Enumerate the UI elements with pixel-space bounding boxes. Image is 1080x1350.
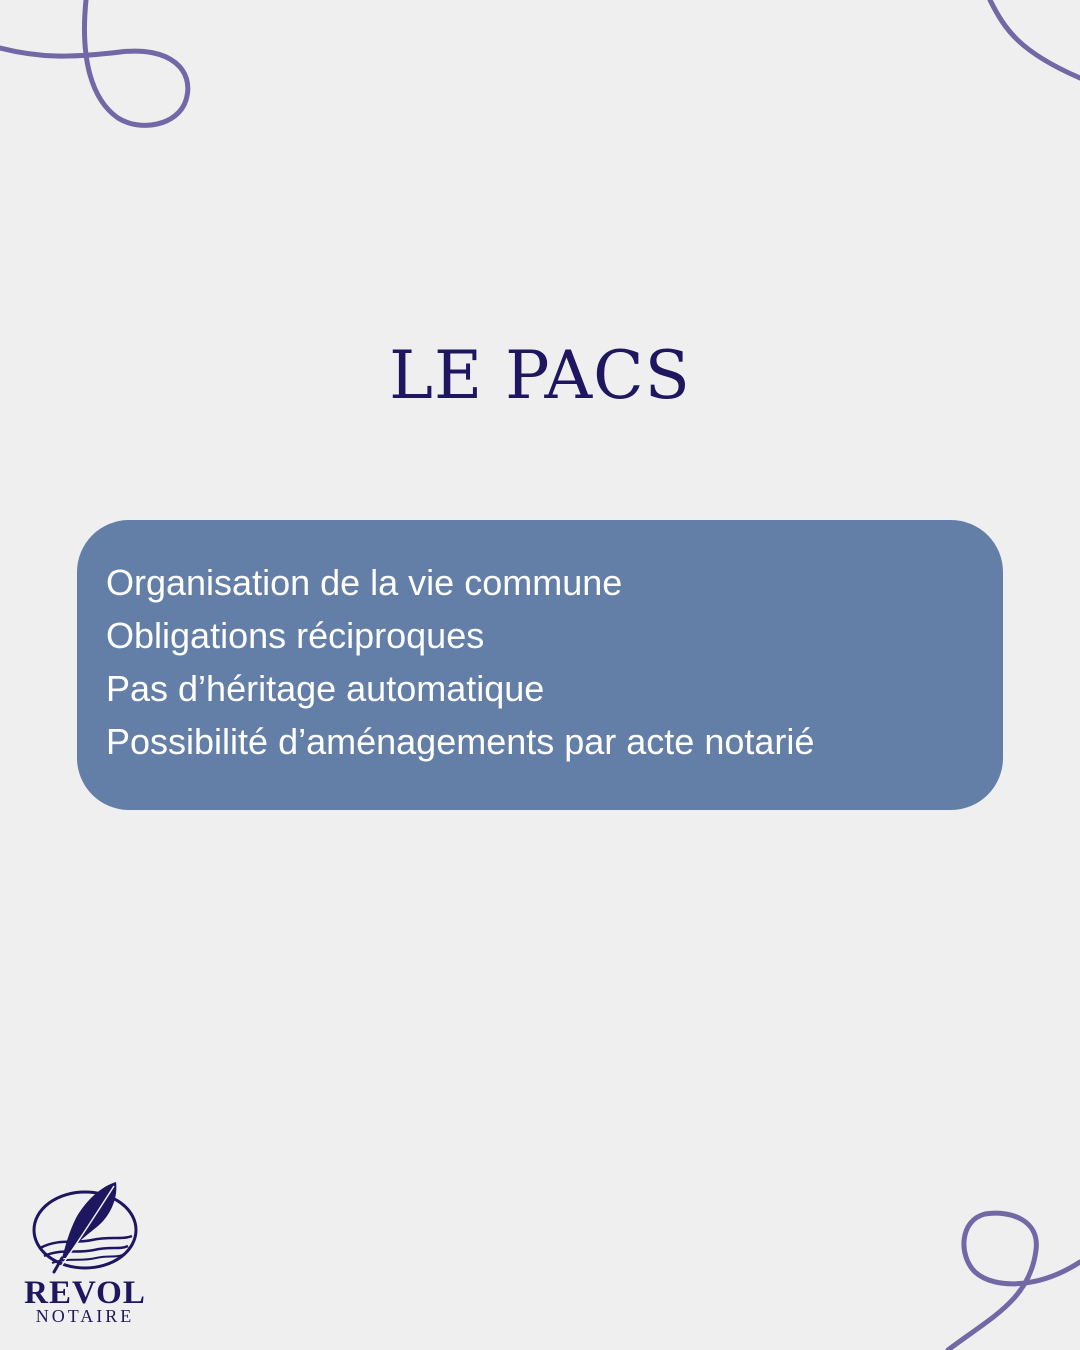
pacs-points-card bbox=[77, 520, 1003, 810]
list-item: Possibilité d’aménagements par acte notarié bbox=[106, 721, 815, 762]
list-item: Organisation de la vie commune bbox=[106, 562, 623, 603]
top-left-loop-curve bbox=[0, 0, 188, 125]
logo-subtitle: NOTAIRE bbox=[35, 1306, 135, 1326]
page-title: LE PACS bbox=[389, 337, 691, 414]
revol-notaire-logo bbox=[14, 1178, 156, 1328]
top-right-curve bbox=[990, 0, 1080, 78]
feather-quill-icon bbox=[14, 1178, 156, 1278]
logo-name: REVOL bbox=[24, 1275, 146, 1311]
bottom-right-loop-curve bbox=[948, 1213, 1080, 1350]
list-item: Pas d’héritage automatique bbox=[106, 668, 545, 709]
points-list bbox=[106, 556, 973, 768]
list-item: Obligations réciproques bbox=[106, 615, 485, 656]
